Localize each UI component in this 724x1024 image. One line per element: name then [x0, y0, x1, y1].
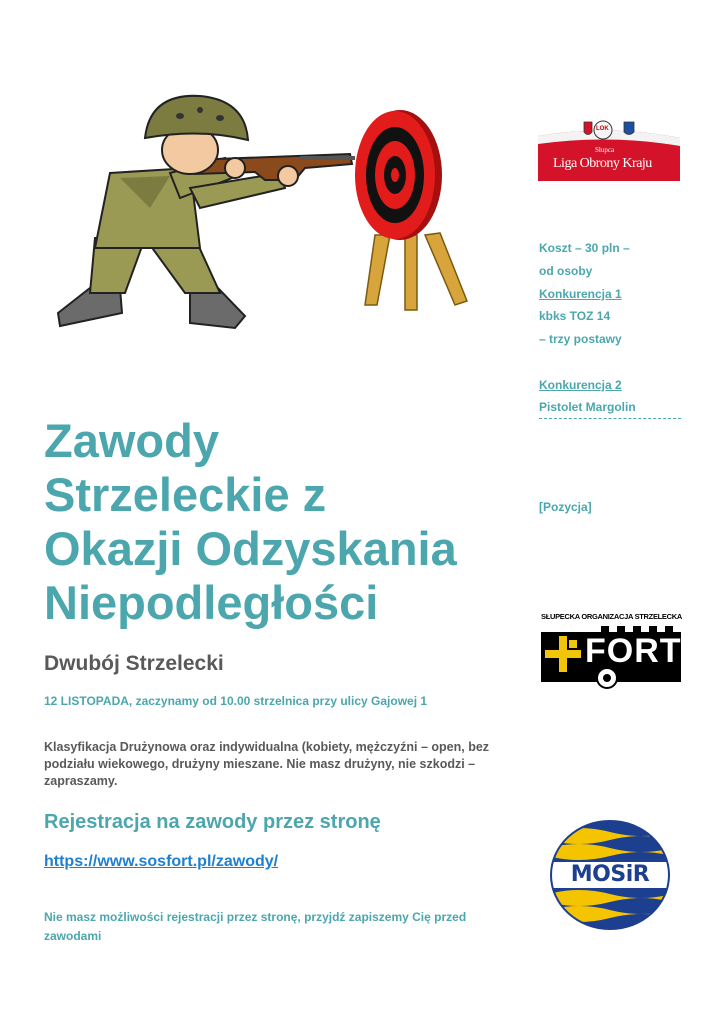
competition-2-label: Konkurencja 2 [539, 378, 622, 392]
competition-1-detail: – trzy postawy [539, 332, 622, 346]
title-line-1: Zawody [44, 414, 219, 467]
lok-logo [538, 116, 680, 181]
competition-1-weapon: kbks TOZ 14 [539, 309, 611, 323]
position-placeholder: [Pozycja] [539, 500, 592, 514]
lok-badge-text: LOK [596, 126, 609, 132]
fort-header: SŁUPECKA ORGANIZACJA STRZELECKA [541, 612, 682, 621]
lok-line2: Liga Obrony Kraju [553, 156, 652, 171]
page-title [44, 414, 544, 630]
soldier-illustration [50, 88, 360, 340]
cost-text: Koszt – 30 pln – [539, 241, 630, 255]
date-line: 12 LISTOPADA, zaczynamy od 10.00 strzelnica przy ulicy Gajowej 1 [44, 694, 428, 708]
target-illustration [355, 105, 475, 315]
per-person-text: od osoby [539, 264, 593, 278]
lok-line1: Słupca [595, 146, 615, 154]
competition-1-label: Konkurencja 1 [539, 287, 622, 301]
registration-link[interactable]: https://www.sosfort.pl/zawody/ [44, 853, 279, 870]
title-line-2: Strzeleckie z [44, 468, 327, 521]
title-line-3: Okazji Odzyskania [44, 522, 457, 575]
dashed-separator [539, 418, 681, 419]
fort-logo [541, 612, 681, 692]
fort-name: FORT [585, 632, 682, 670]
registration-heading: Rejestracja na zawody przez stronę [44, 811, 381, 833]
subtitle: Dwubój Strzelecki [44, 652, 224, 675]
mosir-logo [548, 818, 672, 932]
walk-in-note: Nie masz możliwości rejestracji przez stronę, przyjdź zapiszemy Cię przed zawodami [44, 910, 467, 943]
mosir-name: MOSiR [570, 862, 650, 887]
description: Klasyfikacja Drużynowa oraz indywidualna (kobiety, mężczyźni – open, bez podziału wiekowego, drużyny mieszane. Nie masz drużyny, nie szkodzi – zapraszamy. [44, 740, 490, 788]
competition-2-weapon: Pistolet Margolin [539, 400, 636, 414]
title-line-4: Niepodległości [44, 576, 379, 629]
